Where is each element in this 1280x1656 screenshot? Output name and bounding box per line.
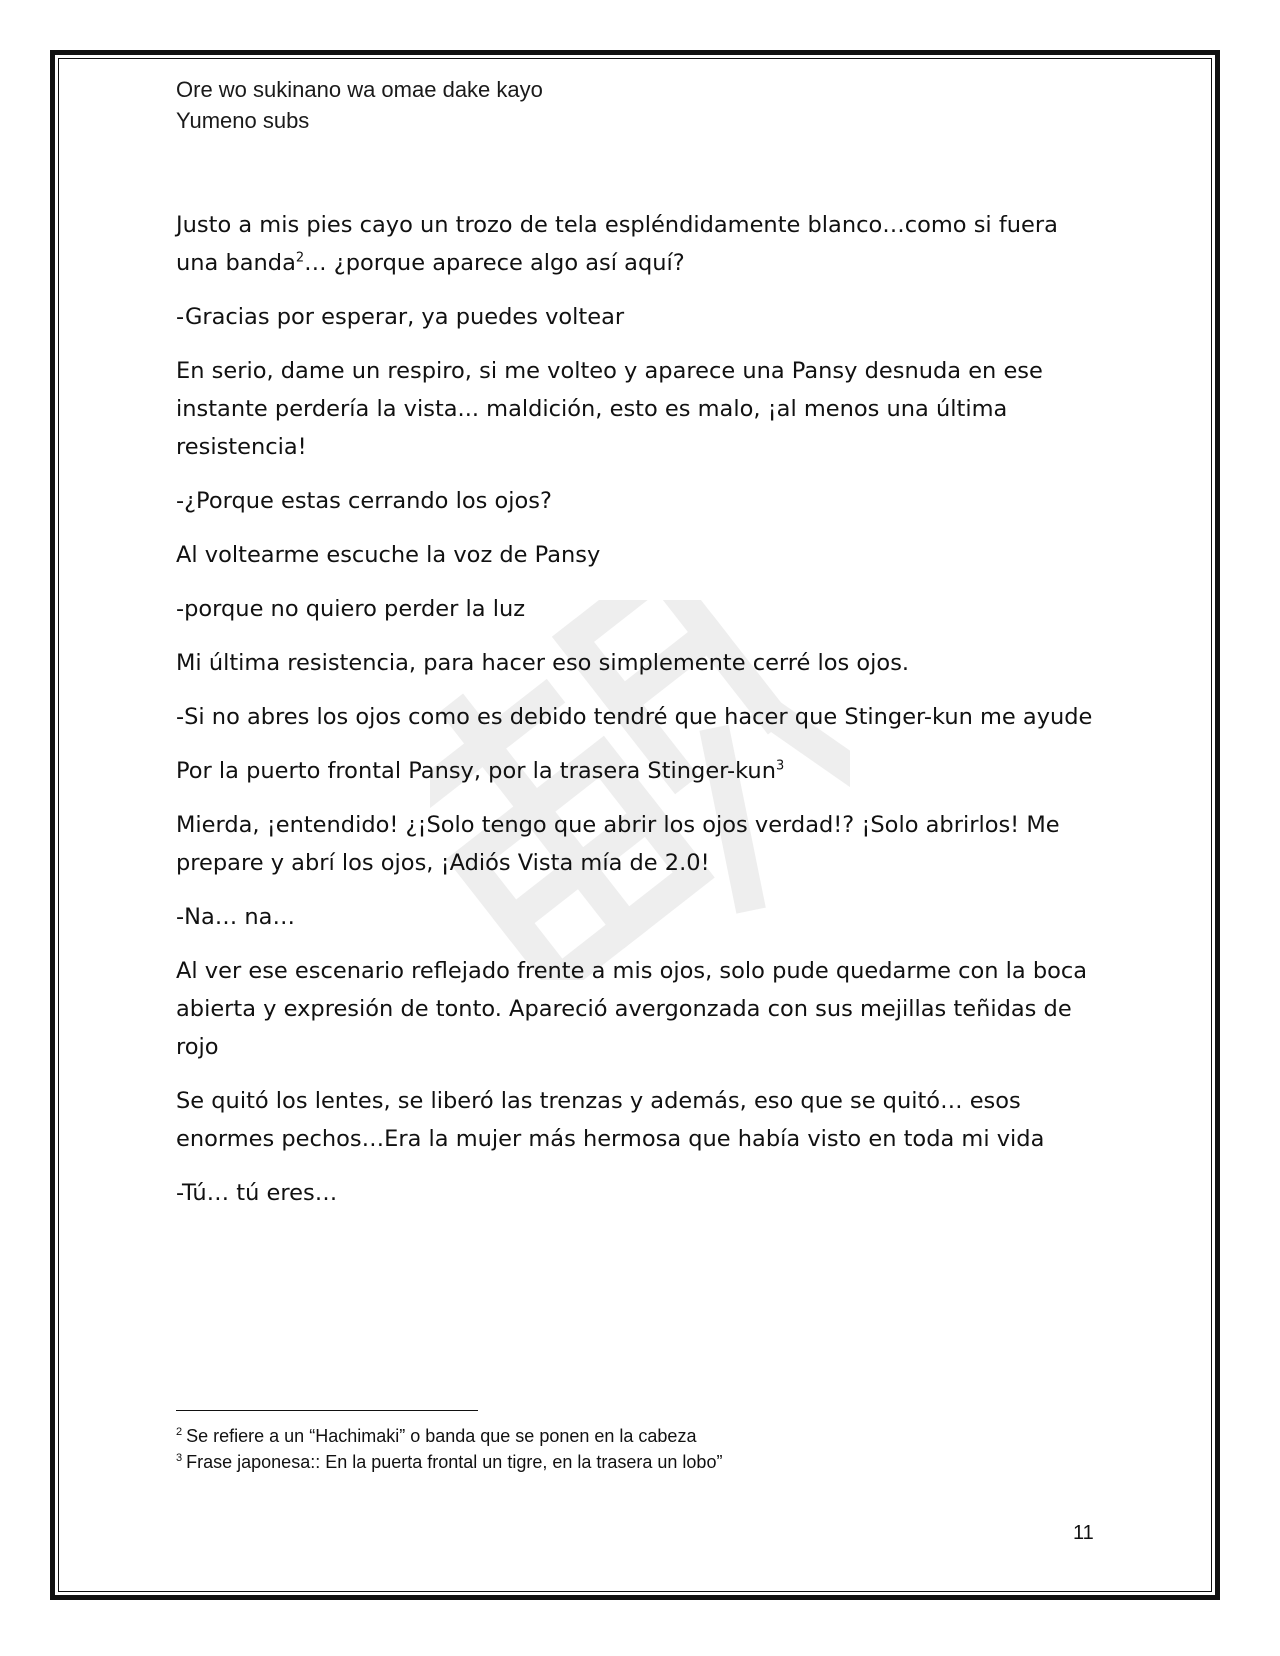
footnote-ref[interactable]: 3 [775, 758, 785, 774]
footnote-separator [176, 1410, 478, 1411]
paragraph: Mierda, ¡entendido! ¿¡Solo tengo que abrir los ojos verdad!? ¡Solo abrirlos! Me prepare y abrí los ojos, ¡Adiós Vista mía de 2.0! [176, 812, 1060, 876]
paragraph: Al ver ese escenario reflejado frente a mis ojos, solo pude quedarme con la boca abierta y expresión de tonto. Apareció avergonzada con sus mejillas teñidas de rojo [176, 958, 1088, 1060]
paragraph: Mi última resistencia, para hacer eso simplemente cerré los ojos. [176, 650, 910, 676]
paragraph: -Tú… tú eres… [176, 1180, 338, 1206]
paragraph: Por la puerto frontal Pansy, por la trasera Stinger-kun$^3$ [176, 758, 785, 784]
body-text [176, 206, 1096, 1228]
paragraph: -¿Porque estas cerrando los ojos? [176, 488, 552, 514]
header-group: Yumeno subs [176, 108, 310, 133]
paragraph: Al voltearme escuche la voz de Pansy [176, 542, 601, 568]
footnote-number: 3 [176, 1452, 183, 1464]
paragraph: Se quitó los lentes, se liberó las trenzas y además, eso que se quitó… esos enormes pechos…Era la mujer más hermosa que había visto en toda mi vida [176, 1088, 1045, 1152]
paragraph: -Na… na… [176, 904, 295, 930]
paragraph: -Si no abres los ojos como es debido tendré que hacer que Stinger-kun me ayude [176, 704, 1093, 730]
page-header [176, 74, 543, 136]
footnote-number: 2 [176, 1426, 183, 1438]
footnotes [176, 1423, 722, 1475]
paragraph: -porque no quiero perder la luz [176, 596, 526, 622]
paragraph: -Gracias por esperar, ya puedes voltear [176, 304, 625, 330]
footnote-item [176, 1449, 722, 1475]
footnote-ref[interactable]: 2 [295, 250, 305, 266]
page-number: 11 [1073, 1522, 1094, 1544]
paragraph: En serio, dame un respiro, si me volteo y aparece una Pansy desnuda en ese instante perdería la vista... maldición, esto es malo, ¡al menos una última resistencia! [176, 358, 1043, 460]
footnote-text: Se refiere a un “Hachimaki” o banda que se ponen en la cabeza [186, 1426, 697, 1446]
footnote-text: Frase japonesa:: En la puerta frontal un tigre, en la trasera un lobo” [186, 1452, 723, 1472]
paragraph: Justo a mis pies cayo un trozo de tela espléndidamente blanco…como si fuera una banda$^2$… ¿porque aparece algo así aquí? [176, 212, 1058, 276]
header-title: Ore wo sukinano wa omae dake kayo [176, 77, 543, 102]
footnote-item [176, 1423, 722, 1449]
